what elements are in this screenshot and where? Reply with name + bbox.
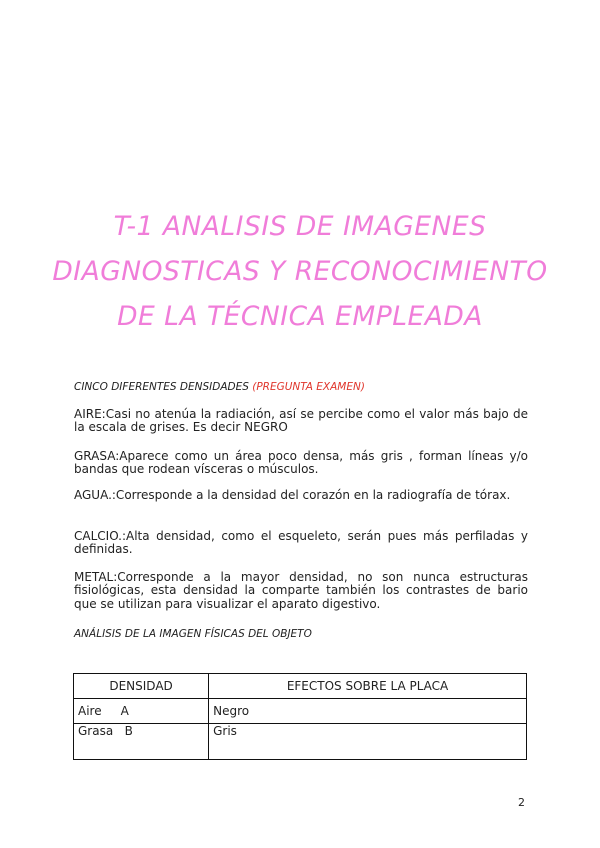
page-number: 2	[518, 796, 525, 809]
table-cell: Negro	[209, 699, 527, 724]
table-cell: Aire A	[74, 699, 209, 724]
section-heading-densidades	[74, 381, 365, 393]
paragraph-metal: METAL:Corresponde a la mayor densidad, no son nunca estructuras fisiológicas, esta densidad la comparte también los contrastes de bario que se utilizan para visualizar el aparato digestivo.	[74, 570, 528, 611]
exam-question-note: (PREGUNTA EXAMEN)	[252, 381, 365, 393]
table-header-densidad: DENSIDAD	[74, 674, 209, 699]
section-heading-analisis	[74, 628, 312, 640]
table-header-efectos: EFECTOS SOBRE LA PLACA	[209, 674, 527, 699]
paragraph-grasa: GRASA:Aparece como un área poco densa, más gris , forman líneas y/o bandas que rodean vísceras o músculos.	[74, 449, 528, 477]
paragraph-aire: AIRE:Casi no atenúa la radiación, así se percibe como el valor más bajo de la escala de grises. Es decir NEGRO	[74, 407, 528, 435]
density-table	[73, 673, 527, 760]
paragraph-calcio: CALCIO.:Alta densidad, como el esqueleto, serán pues más perfiladas y definidas.	[74, 529, 528, 557]
table-row	[74, 699, 527, 724]
section-heading-text: ANÁLISIS DE LA IMAGEN FÍSICAS DEL OBJETO	[74, 628, 312, 640]
title-line-1: T-1 ANALISIS DE IMAGENES	[113, 211, 487, 242]
table-cell: Gris	[209, 724, 527, 760]
title-line-2: DIAGNOSTICAS Y RECONOCIMIENTO	[52, 256, 548, 287]
title-line-3: DE LA TÉCNICA EMPLEADA	[117, 301, 483, 332]
table-header-row	[74, 674, 527, 699]
document-title	[0, 204, 600, 339]
table-cell: Grasa B	[74, 724, 209, 760]
section-heading-text: CINCO DIFERENTES DENSIDADES	[74, 381, 249, 393]
table-row	[74, 724, 527, 760]
paragraph-agua: AGUA.:Corresponde a la densidad del corazón en la radiografía de tórax.	[74, 488, 511, 502]
